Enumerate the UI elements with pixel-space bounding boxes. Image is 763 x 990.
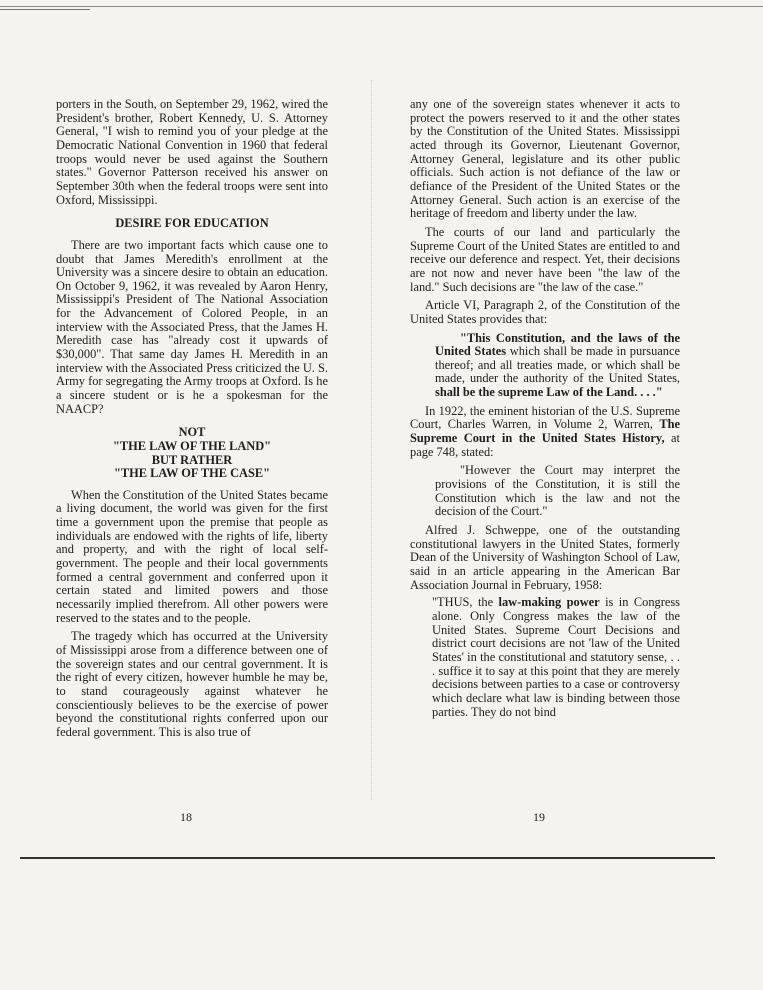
warren-quote: [435, 464, 680, 519]
left-paragraph-1: porters in the South, on September 29, 1962, wired the President's brother, Robert Kennedy, U. S. Attorney General, "I wish to remind you of your pledge at the Democratic National Convention in 1960 that federal troops would never be used against the Southern states." Governor Patterson received his answer on September 30th when the federal troops were sent into Oxford, Mississippi.: [56, 97, 328, 207]
warren-book-title: The Supreme Court in the United States History,: [410, 417, 680, 446]
heading-desire-for-education: DESIRE FOR EDUCATION: [115, 216, 269, 231]
schweppe-quote-start: "THUS, the: [432, 595, 499, 610]
heading-line-3: BUT RATHER: [151, 452, 233, 467]
warren-intro: In 1922, the eminent historian of the U.S. Supreme Court, Charles Warren, in Volume 2, Warren,: [410, 403, 680, 432]
page-number-right: 19: [533, 810, 545, 824]
constitution-quote: [435, 332, 680, 400]
warren-page: at page 748, stated:: [410, 431, 680, 459]
left-paragraph-4: The tragedy which has occurred at the University of Mississippi arose from a difference between one of the sovereign states and our central government. It is the right of every citizen, however humble he may be, to stand courageously against whatever he conscientiously believes to be the exercise of power beyond the constitutional rights conferred upon our federal government. This is also true of: [56, 629, 328, 739]
right-paragraph-2: The courts of our land and particularly the Supreme Court of the United States are entitled to and receive our deference and respect. Yet, their decisions are not now and never have been "the law of the land." Such decisions are "the law of the case.": [410, 224, 680, 294]
left-paragraph-2: There are two important facts which cause one to doubt that James Meredith's enrollment at the University was a sincere desire to obtain an education. On October 9, 1962, it was revealed by Aaron Henry, Mississippi's President of The National Association for the Advancement of Colored People, in an interview with the Associated Press, that the James H. Meredith case has "already cost it upwards of $30,000". That same day James H. Meredith in an interview with the Associated Press criticized the U. S. Army for segregating the Army troops at Oxford. Is he a sincere student or is he a spokesman for the NAACP?: [56, 237, 328, 416]
top-border-line: [0, 6, 763, 7]
heading-not-law-of-land: [56, 426, 328, 480]
top-border-line-short: [0, 9, 90, 10]
right-page-column: [410, 98, 680, 723]
bottom-border-line: [20, 857, 715, 859]
heading-line-2: "THE LAW OF THE LAND": [112, 438, 272, 453]
schweppe-quote: [432, 596, 680, 719]
quote-text-1: which shall be made in pursuance thereof; and all treaties made, or which shall be made, under the authority of the United States,: [435, 344, 680, 386]
left-paragraph-3: When the Constitution of the United States became a living document, the world was given for the first time a government upon the premise that people as individuals are endowed with the rights of life, liberty and property, and with the right of local self-government. The people and their local governments formed a central government and conferred upon it certain stated and limited powers and those necessarily implied therefrom. All other powers were reserved to the states and to the people.: [56, 487, 328, 625]
schweppe-quote-rest: is in Congress alone. Only Congress makes the law of the United States. Supreme Court Decisions and district court decisions are not 'law of the United States' in the constitutional and statutory sense, . . . suffice it to say at this point that they are merely decisions between parties to a case or controversy which declare what law is binding between those parties. They do not bind: [432, 595, 680, 719]
page-number-left: 18: [180, 810, 192, 824]
right-paragraph-3: Article VI, Paragraph 2, of the Constitution of the United States provides that:: [410, 298, 680, 326]
quote-bold-1: "This Constitution, and the laws of the United States: [435, 330, 680, 359]
right-paragraph-5: Alfred J. Schweppe, one of the outstanding constitutional lawyers in the United States, formerly Dean of the University of Washington School of Law, said in an article appearing in the American Bar Association Journal in February, 1958:: [410, 523, 680, 592]
page-fold: [371, 80, 373, 800]
schweppe-quote-bold: law-making power: [498, 595, 600, 610]
quote-bold-2: shall be the supreme Law of the Land. . . .": [435, 385, 663, 400]
right-paragraph-1: any one of the sovereign states whenever it acts to protect the powers reserved to it and the other states by the Constitution of the United States. Mississippi acted through its Governor, Lieutenant Governor, Attorney General, legislature and its other public officials. Such action is not defiance of the law or defiance of the President of the United States or the Attorney General. Such action is an exercise of the heritage of freedom and liberty under the law.: [410, 97, 680, 221]
right-paragraph-4: [410, 405, 680, 460]
heading-line-1: NOT: [178, 425, 206, 440]
heading-line-4: "THE LAW OF THE CASE": [113, 466, 271, 481]
left-page-column: [56, 98, 328, 740]
warren-quote-text: "However the Court may interpret the provisions of the Constitution, it is still the Constitution which is the law and not the decision of the Court.": [435, 463, 680, 519]
